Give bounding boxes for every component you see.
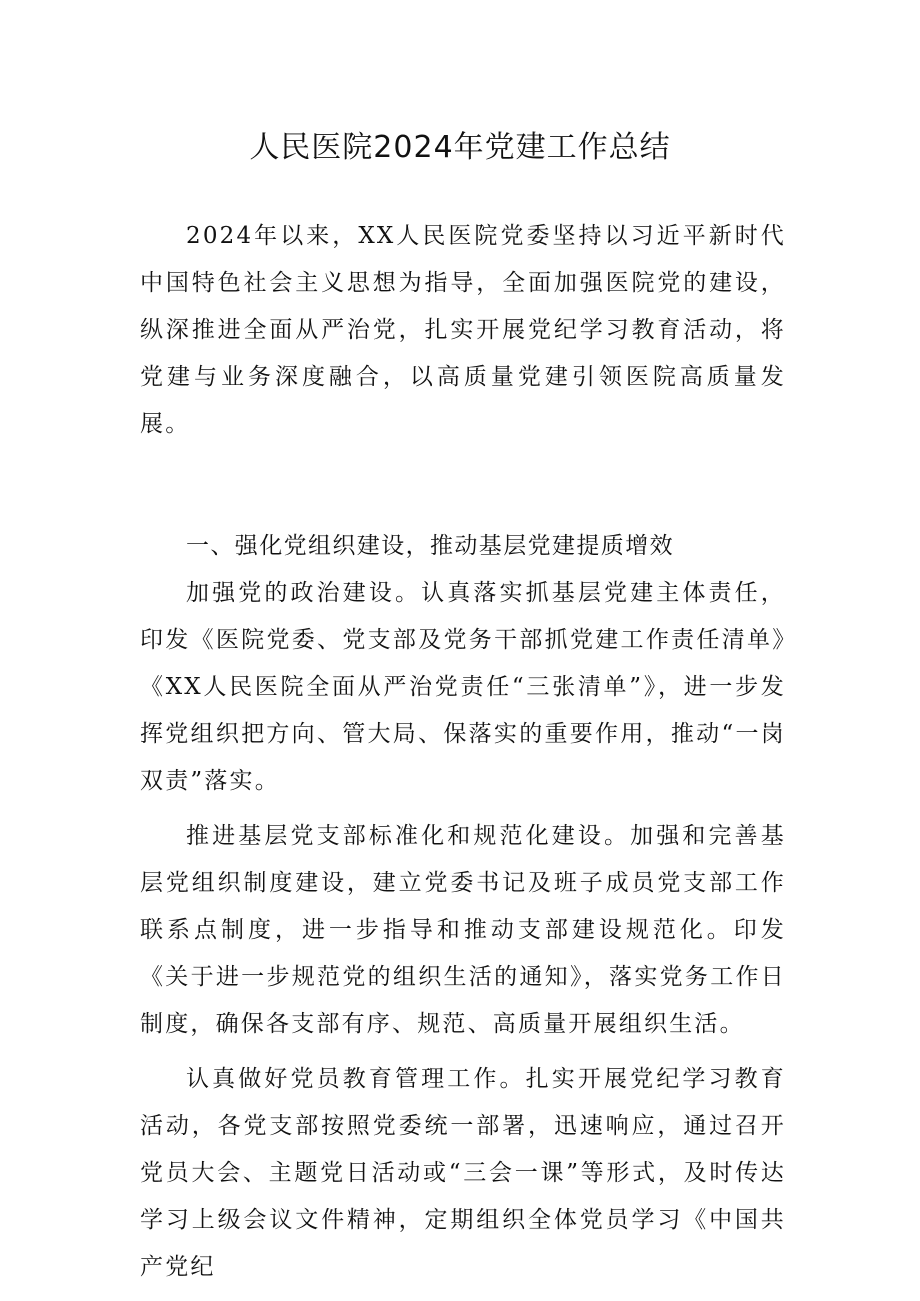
body-paragraph: 推进基层党支部标准化和规范化建设。加强和完善基层党组织制度建设，建立党委书记及班子成员党支部工作联系点制度，进一步指导和推动支部建设规范化。印发《关于进一步规范党的组织生活的通知》，落实党务工作日制度，确保各支部有序、规范、高质量开展组织生活。 [140,823,786,1037]
body-paragraph: 认真做好党员教育管理工作。扎实开展党纪学习教育活动，各党支部按照党委统一部署，迅速响应，通过召开党员大会、主题党日活动或“三会一课”等形式，及时传达学习上级会议文件精神，定期组织全体党员学习《中国共产党纪 [140,1066,786,1280]
document-title: 人民医院2024年党建工作总结 [249,130,671,165]
document-body [140,213,786,1299]
body-paragraph: 加强党的政治建设。认真落实抓基层党建主体责任，印发《医院党委、党支部及党务干部抓党建工作责任清单》《XX人民医院全面从严治党责任“三张清单”》，进一步发挥党组织把方向、管大局、保落实的重要作用，推动“一岗双责”落实。 [140,580,786,794]
intro-paragraph: 2024年以来，XX人民医院党委坚持以习近平新时代中国特色社会主义思想为指导，全面加强医院党的建设，纵深推进全面从严治党，扎实开展党纪学习教育活动，将党建与业务深度融合，以高质量党建引领医院高质量发展。 [140,223,786,437]
section-heading-1: 一、强化党组织建设，推动基层党建提质增效 [186,533,674,559]
